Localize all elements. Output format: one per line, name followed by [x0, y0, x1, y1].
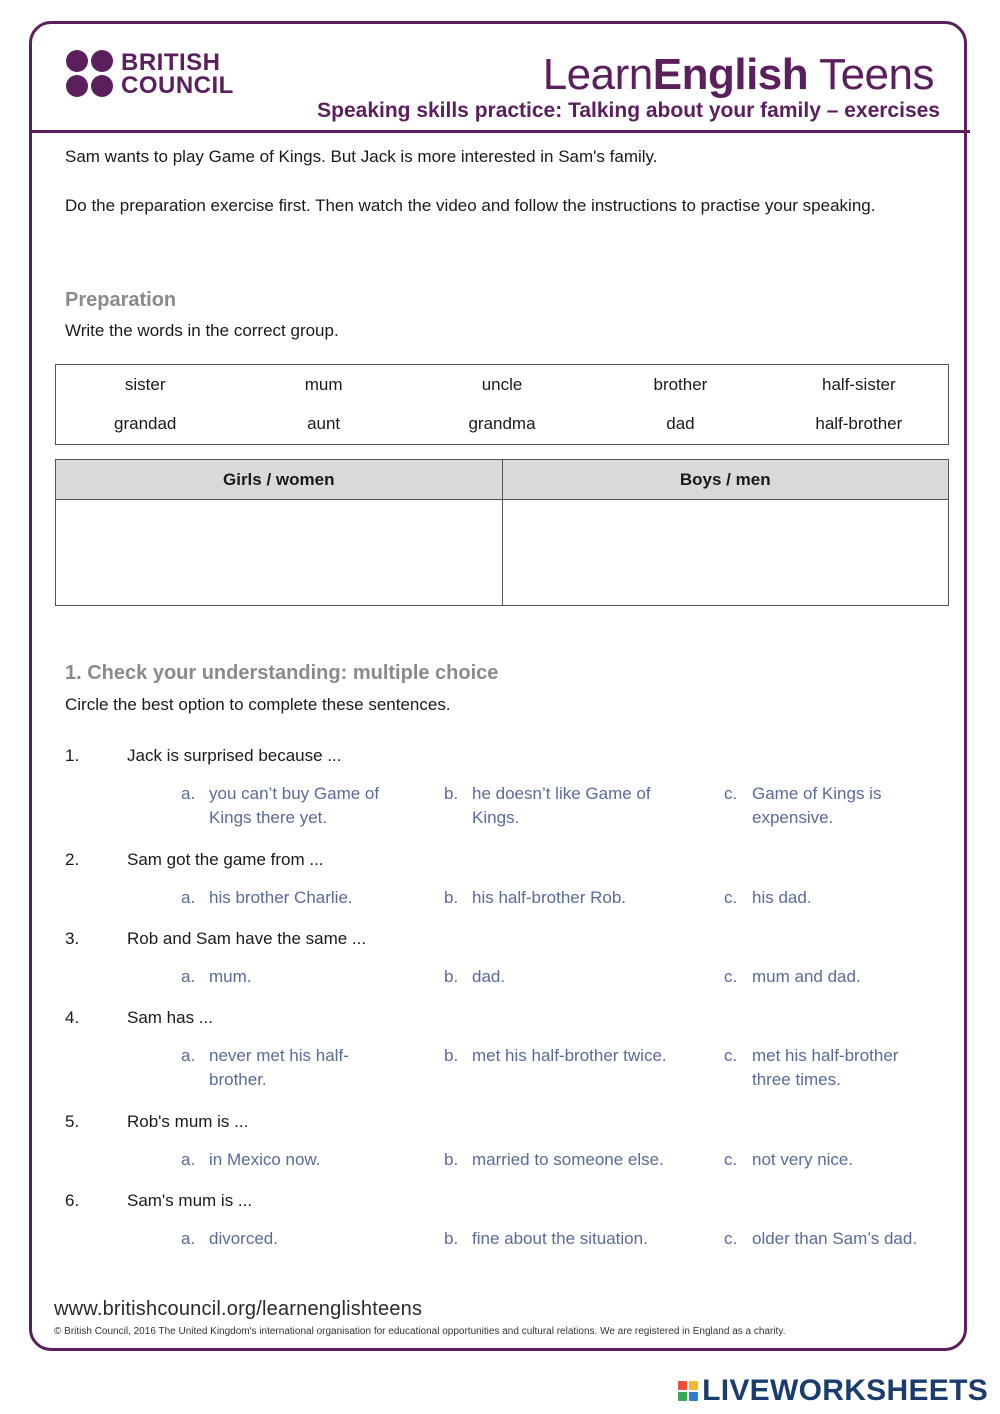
option-letter: b. [444, 967, 459, 986]
option-letter: b. [444, 1229, 459, 1248]
question-number: 5. [65, 1112, 80, 1131]
option-letter: a. [181, 888, 196, 907]
option-text: his brother Charlie. [209, 888, 353, 907]
intro-paragraph-2: Do the preparation exercise first. Then watch the video and follow the instructions to practise your speaking. [65, 196, 876, 215]
word-bank-row-2 [56, 414, 948, 434]
option-a[interactable] [181, 1227, 396, 1251]
option-c[interactable] [724, 1148, 939, 1172]
word-item[interactable]: grandad [114, 414, 177, 433]
bc-logo-line1: BRITISH [121, 48, 221, 76]
option-letter: c. [724, 784, 738, 803]
preparation-heading: Preparation [65, 289, 177, 311]
word-item[interactable]: half-brother [815, 414, 903, 433]
option-b[interactable] [444, 1044, 684, 1068]
option-text: never met his half-brother. [209, 1046, 349, 1089]
header-divider [32, 130, 970, 133]
word-bank-row-1 [56, 375, 948, 395]
question-number: 6. [65, 1191, 80, 1210]
option-text: mum and dad. [752, 967, 861, 986]
question-text: Sam has ... [127, 1008, 213, 1027]
option-a[interactable] [181, 1044, 396, 1092]
word-item[interactable]: brother [653, 375, 708, 394]
column-girls-women: Girls / women [56, 460, 503, 500]
option-c[interactable] [724, 886, 939, 910]
option-b[interactable] [444, 1227, 684, 1251]
exercise1-heading: 1. Check your understanding: multiple choice [65, 662, 499, 684]
option-letter: b. [444, 888, 459, 907]
option-a[interactable] [181, 1148, 396, 1172]
question-text: Sam got the game from ... [127, 850, 324, 869]
liveworksheets-logo [678, 1374, 988, 1408]
option-a[interactable] [181, 782, 396, 830]
logo-learn: Learn [542, 50, 653, 99]
word-bank [55, 364, 949, 445]
option-letter: b. [444, 1150, 459, 1169]
option-letter: c. [724, 967, 738, 986]
option-text: met his half-brother three times. [752, 1046, 899, 1089]
exercise1-instruction: Circle the best option to complete these sentences. [65, 695, 451, 714]
option-letter: a. [181, 1229, 196, 1248]
word-item[interactable]: half-sister [821, 375, 896, 394]
option-b[interactable] [444, 886, 684, 910]
option-letter: a. [181, 784, 196, 803]
logo-teens: Teens [808, 50, 934, 99]
question-number: 1. [65, 746, 80, 765]
preparation-instruction: Write the words in the correct group. [65, 321, 339, 340]
column-boys-men: Boys / men [502, 460, 949, 500]
question-number: 2. [65, 850, 80, 869]
word-item[interactable]: dad [666, 414, 695, 433]
word-item[interactable]: aunt [307, 414, 341, 433]
question-number: 3. [65, 929, 80, 948]
option-letter: a. [181, 967, 196, 986]
word-item[interactable]: uncle [481, 375, 523, 394]
girls-women-dropzone[interactable] [56, 500, 503, 606]
footer-copyright: © British Council, 2016 The United Kingdom's international organisation for educational opportunities and cultural relations. We are registered in England as a charity. [54, 1326, 786, 1337]
grouping-table [55, 459, 949, 606]
option-b[interactable] [444, 782, 684, 830]
option-text: mum. [209, 967, 252, 986]
option-text: met his half-brother twice. [472, 1046, 667, 1065]
option-text: his half-brother Rob. [472, 888, 627, 907]
question-text: Sam's mum is ... [127, 1191, 253, 1210]
option-text: in Mexico now. [209, 1150, 321, 1169]
option-letter: c. [724, 1046, 738, 1065]
british-council-dots-icon [66, 50, 113, 97]
option-text: married to someone else. [472, 1150, 664, 1169]
option-c[interactable] [724, 1044, 939, 1092]
option-text: his dad. [752, 888, 812, 907]
option-text: not very nice. [752, 1150, 854, 1169]
british-council-logo [66, 50, 234, 97]
question-text: Rob and Sam have the same ... [127, 929, 367, 948]
option-letter: a. [181, 1150, 196, 1169]
option-text: Game of Kings is expensive. [752, 784, 882, 827]
option-c[interactable] [724, 965, 939, 989]
option-text: he doesn’t like Game of Kings. [472, 784, 651, 827]
option-a[interactable] [181, 965, 396, 989]
bc-logo-line2: COUNCIL [121, 71, 234, 99]
option-a[interactable] [181, 886, 396, 910]
option-text: divorced. [209, 1229, 278, 1248]
word-item[interactable]: mum [304, 375, 343, 394]
word-item[interactable]: grandma [468, 414, 536, 433]
option-letter: b. [444, 784, 459, 803]
question-number: 4. [65, 1008, 80, 1027]
option-letter: c. [724, 1150, 738, 1169]
boys-men-dropzone[interactable] [502, 500, 949, 606]
option-c[interactable] [724, 782, 939, 830]
liveworksheets-icon [678, 1381, 698, 1401]
option-text: you can’t buy Game of Kings there yet. [209, 784, 380, 827]
footer-url[interactable]: www.britishcouncil.org/learnenglishteens [54, 1298, 423, 1320]
option-letter: c. [724, 1229, 738, 1248]
learnenglish-teens-logo [543, 50, 934, 100]
worksheet-title: Speaking skills practice: Talking about your family – exercises [317, 99, 940, 122]
question-text: Jack is surprised because ... [127, 746, 342, 765]
question-text: Rob's mum is ... [127, 1112, 249, 1131]
option-letter: a. [181, 1046, 196, 1065]
option-text: fine about the situation. [472, 1229, 648, 1248]
option-text: older than Sam’s dad. [752, 1229, 918, 1248]
option-letter: b. [444, 1046, 459, 1065]
option-b[interactable] [444, 1148, 684, 1172]
logo-english: English [652, 50, 809, 99]
word-item[interactable]: sister [124, 375, 166, 394]
option-c[interactable] [724, 1227, 939, 1251]
liveworksheets-text: LIVEWORKSHEETS [702, 1374, 988, 1407]
option-b[interactable] [444, 965, 684, 989]
option-text: dad. [472, 967, 506, 986]
intro-paragraph-1: Sam wants to play Game of Kings. But Jack is more interested in Sam's family. [65, 147, 658, 166]
option-letter: c. [724, 888, 738, 907]
